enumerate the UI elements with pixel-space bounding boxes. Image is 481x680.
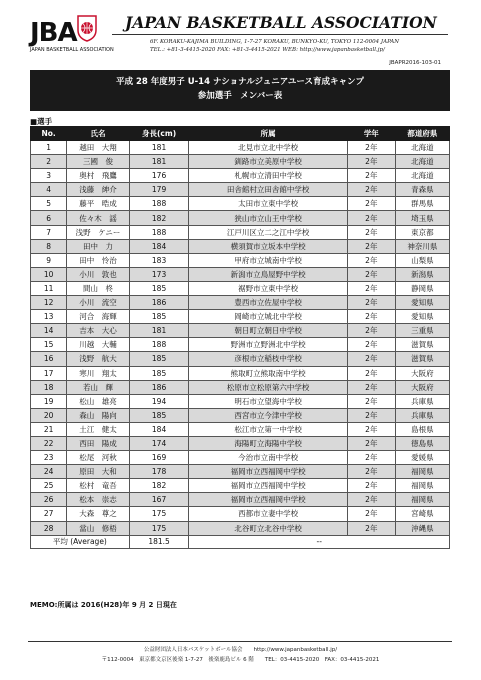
average-label: 平均 (Average)	[31, 535, 130, 548]
player-prefecture: 福岡県	[395, 479, 449, 493]
average-row	[31, 535, 450, 548]
memo-note: MEMO:所属は 2016(H28)年 9 月 2 日現在	[30, 601, 177, 609]
player-height: 188	[129, 197, 189, 211]
document-number: JBAPR2016-103-01	[389, 60, 441, 66]
column-header: 身長(cm)	[129, 127, 189, 141]
player-height: 174	[129, 436, 189, 450]
banner-title: 平成 28 年度男子 U-14 ナショナルジュニアユース育成キャンプ	[116, 77, 364, 87]
player-grade: 2年	[347, 310, 395, 324]
player-number: 24	[31, 465, 67, 479]
player-name: 浅野 ケニー	[67, 225, 129, 239]
player-height: 188	[129, 338, 189, 352]
player-grade: 2年	[347, 281, 395, 295]
player-grade: 2年	[347, 141, 395, 155]
player-height: 179	[129, 183, 189, 197]
player-name: 河合 海輝	[67, 310, 129, 324]
table-row	[31, 225, 450, 239]
table-row	[31, 507, 450, 521]
player-grade: 2年	[347, 394, 395, 408]
player-prefecture: 福岡県	[395, 465, 449, 479]
header-divider	[112, 34, 448, 35]
table-row	[31, 436, 450, 450]
player-number: 20	[31, 408, 67, 422]
member-table	[30, 126, 450, 549]
player-height: 184	[129, 239, 189, 253]
player-grade: 2年	[347, 366, 395, 380]
logo-caption: JAPAN BASKETBALL ASSOCIATION	[30, 47, 114, 53]
table-row	[31, 267, 450, 281]
player-number: 25	[31, 479, 67, 493]
table-row	[31, 197, 450, 211]
table-row	[31, 394, 450, 408]
player-grade: 2年	[347, 521, 395, 535]
player-school: 新潟市立鳥屋野中学校	[189, 267, 347, 281]
player-school: 明石市立望海中学校	[189, 394, 347, 408]
player-name: 森山 陽向	[67, 408, 129, 422]
player-grade: 2年	[347, 253, 395, 267]
banner-subtitle: 参加選手 メンバー表	[197, 91, 283, 101]
player-name: 間山 柊	[67, 281, 129, 295]
player-height: 181	[129, 324, 189, 338]
player-number: 19	[31, 394, 67, 408]
association-title: JAPAN BASKETBALL ASSOCIATION	[125, 13, 437, 32]
player-name: 松村 竜吾	[67, 479, 129, 493]
column-header: No.	[31, 127, 67, 141]
player-number: 4	[31, 183, 67, 197]
table-row	[31, 493, 450, 507]
player-grade: 2年	[347, 183, 395, 197]
player-name: 田中 怜治	[67, 253, 129, 267]
player-school: 北谷町立北谷中学校	[189, 521, 347, 535]
player-name: 三國 俊	[67, 155, 129, 169]
table-row	[31, 380, 450, 394]
player-name: 浅藤 紳介	[67, 183, 129, 197]
player-prefecture: 大阪府	[395, 366, 449, 380]
player-name: 寒川 翔太	[67, 366, 129, 380]
player-school: 北見市立北中学校	[189, 141, 347, 155]
player-school: 甲府市立城南中学校	[189, 253, 347, 267]
table-row	[31, 155, 450, 169]
player-name: 越田 大翔	[67, 141, 129, 155]
column-header: 学年	[347, 127, 395, 141]
player-height: 186	[129, 380, 189, 394]
player-number: 16	[31, 352, 67, 366]
player-prefecture: 北海道	[395, 169, 449, 183]
player-height: 169	[129, 451, 189, 465]
player-prefecture: 兵庫県	[395, 394, 449, 408]
player-number: 27	[31, 507, 67, 521]
average-height: 181.5	[129, 535, 189, 548]
player-grade: 2年	[347, 451, 395, 465]
player-height: 173	[129, 267, 189, 281]
player-school: 岡崎市立城北中学校	[189, 310, 347, 324]
table-row	[31, 408, 450, 422]
table-header-row	[31, 127, 450, 141]
player-height: 185	[129, 366, 189, 380]
player-grade: 2年	[347, 380, 395, 394]
player-prefecture: 北海道	[395, 141, 449, 155]
player-prefecture: 愛知県	[395, 310, 449, 324]
table-row	[31, 465, 450, 479]
player-school: 熊取町立熊取南中学校	[189, 366, 347, 380]
player-school: 田舎館村立田舎館中学校	[189, 183, 347, 197]
player-number: 9	[31, 253, 67, 267]
table-row	[31, 366, 450, 380]
table-row	[31, 281, 450, 295]
player-school: 福岡市立西福岡中学校	[189, 493, 347, 507]
player-grade: 2年	[347, 169, 395, 183]
player-grade: 2年	[347, 296, 395, 310]
player-number: 8	[31, 239, 67, 253]
player-prefecture: 北海道	[395, 155, 449, 169]
player-number: 10	[31, 267, 67, 281]
player-number: 6	[31, 211, 67, 225]
player-school: 松原市立松原第六中学校	[189, 380, 347, 394]
title-banner	[30, 70, 450, 111]
player-prefecture: 滋賀県	[395, 338, 449, 352]
player-name: 若山 輝	[67, 380, 129, 394]
player-name: 小川 流空	[67, 296, 129, 310]
player-name: 松本 崇志	[67, 493, 129, 507]
player-height: 178	[129, 465, 189, 479]
player-grade: 2年	[347, 197, 395, 211]
player-school: 彦根市立稲枝中学校	[189, 352, 347, 366]
player-grade: 2年	[347, 239, 395, 253]
player-prefecture: 島根県	[395, 422, 449, 436]
player-number: 12	[31, 296, 67, 310]
player-height: 176	[129, 169, 189, 183]
player-prefecture: 山梨県	[395, 253, 449, 267]
player-prefecture: 宮崎県	[395, 507, 449, 521]
player-prefecture: 兵庫県	[395, 408, 449, 422]
player-name: 當山 修梧	[67, 521, 129, 535]
footer-line-2: 〒112-0004 東京都文京区後楽 1-7-27 後楽鹿島ビル 6 階 TEL：03-4415-2020 FAX：03-4415-2021	[101, 657, 380, 663]
player-prefecture: 愛媛県	[395, 451, 449, 465]
table-row	[31, 211, 450, 225]
player-school: 野洲市立野洲北中学校	[189, 338, 347, 352]
player-prefecture: 滋賀県	[395, 352, 449, 366]
player-school: 福岡市立西福岡中学校	[189, 465, 347, 479]
table-row	[31, 479, 450, 493]
player-height: 185	[129, 281, 189, 295]
footer-divider	[28, 641, 452, 642]
table-row	[31, 451, 450, 465]
player-grade: 2年	[347, 408, 395, 422]
player-school: 海陽町立海陽中学校	[189, 436, 347, 450]
player-number: 7	[31, 225, 67, 239]
player-height: 181	[129, 155, 189, 169]
player-prefecture: 福岡県	[395, 493, 449, 507]
player-height: 182	[129, 479, 189, 493]
player-number: 14	[31, 324, 67, 338]
player-name: 川越 大輔	[67, 338, 129, 352]
table-row	[31, 253, 450, 267]
player-prefecture: 東京都	[395, 225, 449, 239]
player-height: 175	[129, 507, 189, 521]
section-label: ■選手	[30, 117, 53, 126]
player-prefecture: 徳島県	[395, 436, 449, 450]
player-school: 朝日町立朝日中学校	[189, 324, 347, 338]
table-row	[31, 169, 450, 183]
player-grade: 2年	[347, 479, 395, 493]
player-name: 原田 大和	[67, 465, 129, 479]
player-grade: 2年	[347, 352, 395, 366]
player-school: 太田市立東中学校	[189, 197, 347, 211]
player-prefecture: 群馬県	[395, 197, 449, 211]
player-number: 2	[31, 155, 67, 169]
player-school: 西宮市立今津中学校	[189, 408, 347, 422]
player-prefecture: 新潟県	[395, 267, 449, 281]
player-height: 167	[129, 493, 189, 507]
player-prefecture: 青森県	[395, 183, 449, 197]
player-number: 22	[31, 436, 67, 450]
player-number: 18	[31, 380, 67, 394]
player-grade: 2年	[347, 465, 395, 479]
player-number: 1	[31, 141, 67, 155]
player-prefecture: 三重県	[395, 324, 449, 338]
table-row	[31, 296, 450, 310]
player-number: 17	[31, 366, 67, 380]
table-row	[31, 352, 450, 366]
address-line-1: 6F. KORAKU-KAJIMA BUILDING, 1-7-27 KORAKU, BUNKYO-KU, TOKYO 112-0004 JAPAN	[150, 39, 400, 45]
player-number: 13	[31, 310, 67, 324]
player-height: 188	[129, 225, 189, 239]
player-name: 吉本 大心	[67, 324, 129, 338]
player-grade: 2年	[347, 493, 395, 507]
player-number: 11	[31, 281, 67, 295]
player-prefecture: 神奈川県	[395, 239, 449, 253]
player-number: 21	[31, 422, 67, 436]
column-header: 氏名	[67, 127, 129, 141]
player-name: 浅野 航大	[67, 352, 129, 366]
player-grade: 2年	[347, 507, 395, 521]
player-number: 23	[31, 451, 67, 465]
player-school: 狭山市立山王中学校	[189, 211, 347, 225]
player-school: 今治市立南中学校	[189, 451, 347, 465]
player-name: 大森 尊之	[67, 507, 129, 521]
player-number: 3	[31, 169, 67, 183]
table-row	[31, 422, 450, 436]
player-name: 松山 雄亮	[67, 394, 129, 408]
player-grade: 2年	[347, 211, 395, 225]
player-school: 福岡市立西福岡中学校	[189, 479, 347, 493]
player-name: 松尾 河秋	[67, 451, 129, 465]
player-name: 西田 陽成	[67, 436, 129, 450]
player-school: 横須賀市立坂本中学校	[189, 239, 347, 253]
column-header: 都道府県	[395, 127, 449, 141]
player-school: 釧路市立美原中学校	[189, 155, 347, 169]
player-height: 186	[129, 296, 189, 310]
player-number: 26	[31, 493, 67, 507]
player-number: 5	[31, 197, 67, 211]
player-height: 183	[129, 253, 189, 267]
player-name: 田中 力	[67, 239, 129, 253]
player-school: 裾野市立東中学校	[189, 281, 347, 295]
average-blank: ‐‐	[189, 535, 450, 548]
player-grade: 2年	[347, 267, 395, 281]
table-row	[31, 324, 450, 338]
player-height: 185	[129, 408, 189, 422]
table-row	[31, 183, 450, 197]
player-height: 181	[129, 141, 189, 155]
footer-line-1: 公益財団法人日本バスケットボール協会 http://www.japanbasketball.jp/	[143, 647, 338, 653]
player-grade: 2年	[347, 324, 395, 338]
player-prefecture: 沖縄県	[395, 521, 449, 535]
player-height: 194	[129, 394, 189, 408]
player-name: 土江 健太	[67, 422, 129, 436]
column-header: 所属	[189, 127, 347, 141]
player-school: 江戸川区立二之江中学校	[189, 225, 347, 239]
logo-wordmark: JBA	[30, 18, 77, 48]
table-row	[31, 310, 450, 324]
player-name: 藤平 晧成	[67, 197, 129, 211]
player-school: 豊西市立佐屋中学校	[189, 296, 347, 310]
jba-logo	[30, 14, 114, 54]
table-row	[31, 338, 450, 352]
player-name: 奥村 飛鷹	[67, 169, 129, 183]
player-school: 西都市立妻中学校	[189, 507, 347, 521]
player-school: 松江市立第一中学校	[189, 422, 347, 436]
player-name: 佐々木 謡	[67, 211, 129, 225]
player-prefecture: 大阪府	[395, 380, 449, 394]
player-grade: 2年	[347, 155, 395, 169]
player-height: 185	[129, 310, 189, 324]
player-grade: 2年	[347, 338, 395, 352]
player-prefecture: 静岡県	[395, 281, 449, 295]
player-prefecture: 埼玉県	[395, 211, 449, 225]
address-line-2: TEL.: +81-3-4415-2020 FAX: +81-3-4415-2021 WEB: http://www.japanbasketball.jp/	[150, 47, 385, 53]
table-row	[31, 239, 450, 253]
player-grade: 2年	[347, 225, 395, 239]
player-height: 175	[129, 521, 189, 535]
player-number: 15	[31, 338, 67, 352]
player-name: 小川 敦也	[67, 267, 129, 281]
player-height: 182	[129, 211, 189, 225]
table-row	[31, 521, 450, 535]
player-grade: 2年	[347, 436, 395, 450]
player-height: 185	[129, 352, 189, 366]
player-height: 184	[129, 422, 189, 436]
table-row	[31, 141, 450, 155]
player-school: 札幌市立清田中学校	[189, 169, 347, 183]
player-prefecture: 愛知県	[395, 296, 449, 310]
player-number: 28	[31, 521, 67, 535]
player-grade: 2年	[347, 422, 395, 436]
basketball-badge-icon	[76, 14, 98, 42]
